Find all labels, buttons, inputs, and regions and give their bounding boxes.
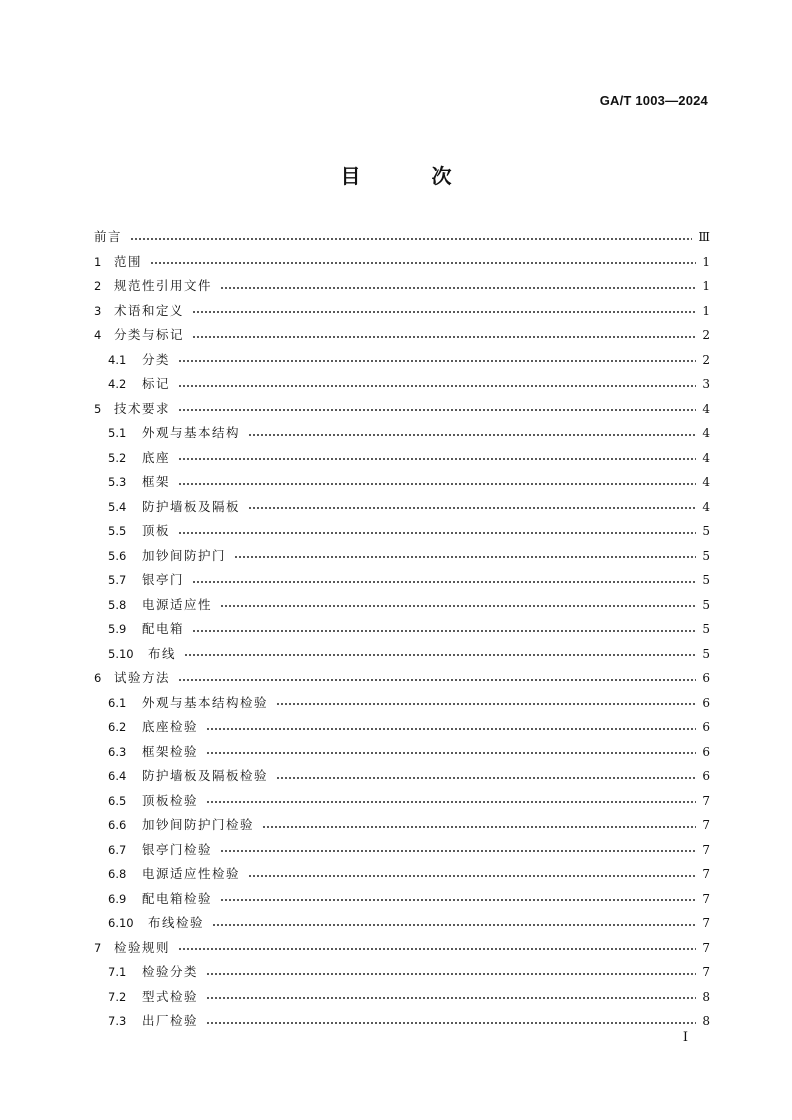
toc-entry[interactable] bbox=[94, 372, 710, 397]
toc-entry-label: 规范性引用文件 bbox=[114, 278, 213, 293]
toc-dot-leader bbox=[248, 507, 696, 509]
toc-entry-label: 加钞间防护门检验 bbox=[142, 817, 255, 832]
toc-entry[interactable] bbox=[94, 642, 710, 667]
toc-entry-number: 5.9 bbox=[108, 622, 127, 636]
toc-dot-leader bbox=[178, 360, 696, 362]
toc-entry[interactable] bbox=[94, 691, 710, 716]
toc-entry-number: 6.1 bbox=[108, 695, 127, 710]
toc-entry-number: 5.2 bbox=[108, 450, 127, 465]
toc-entry-number: 7.1 bbox=[108, 965, 127, 979]
toc-dot-leader bbox=[220, 605, 696, 607]
toc-entry-page: 7 bbox=[702, 818, 710, 832]
toc-entry-page: 3 bbox=[702, 377, 710, 391]
toc-entry[interactable] bbox=[94, 593, 710, 618]
toc-dot-leader bbox=[220, 899, 696, 901]
toc-entry-number: 6.2 bbox=[108, 720, 127, 734]
toc-entry-label: 配电箱检验 bbox=[142, 890, 213, 906]
toc-entry-page: 8 bbox=[702, 989, 710, 1004]
toc-entry[interactable] bbox=[94, 1009, 710, 1034]
toc-entry-number: 6 bbox=[94, 671, 102, 685]
toc-entry[interactable] bbox=[94, 568, 710, 593]
toc-entry-number: 5.1 bbox=[108, 426, 127, 440]
toc-entry-page: 5 bbox=[702, 646, 710, 661]
toc-dot-leader bbox=[178, 532, 696, 534]
table-of-contents bbox=[94, 225, 710, 1034]
toc-entry-number: 7.2 bbox=[108, 989, 127, 1004]
toc-entry-number: 6.4 bbox=[108, 769, 127, 783]
toc-entry[interactable] bbox=[94, 936, 710, 961]
toc-entry-number: 3 bbox=[94, 303, 102, 318]
toc-entry-label: 电源适应性 bbox=[142, 596, 213, 612]
toc-dot-leader bbox=[276, 703, 696, 705]
toc-entry-number: 5.10 bbox=[108, 646, 134, 661]
toc-entry-label: 加钞间防护门 bbox=[142, 547, 227, 563]
toc-dot-leader bbox=[206, 728, 696, 730]
toc-dot-leader bbox=[130, 238, 692, 240]
toc-entry-label: 顶板检验 bbox=[142, 792, 199, 808]
toc-entry-label: 电源适应性检验 bbox=[142, 866, 241, 881]
toc-entry-label: 外观与基本结构检验 bbox=[142, 694, 269, 710]
toc-dot-leader bbox=[206, 801, 696, 803]
toc-entry-number: 5.5 bbox=[108, 524, 127, 538]
toc-entry-label: 型式检验 bbox=[142, 988, 199, 1004]
toc-entry-number: 5.3 bbox=[108, 475, 127, 489]
toc-entry[interactable] bbox=[94, 495, 710, 520]
toc-entry-label: 术语和定义 bbox=[114, 302, 185, 318]
toc-entry-page: 7 bbox=[702, 867, 710, 881]
toc-entry-page: 7 bbox=[702, 891, 710, 906]
toc-entry-label: 范围 bbox=[114, 253, 143, 269]
toc-entry-label: 标记 bbox=[142, 376, 171, 391]
toc-entry-page: 4 bbox=[702, 475, 710, 489]
toc-entry-label: 布线检验 bbox=[148, 915, 205, 930]
toc-entry-label: 检验规则 bbox=[114, 939, 171, 955]
toc-dot-leader bbox=[206, 752, 696, 754]
toc-entry-page: 4 bbox=[702, 499, 710, 514]
toc-dot-leader bbox=[206, 973, 696, 975]
toc-entry-page: 6 bbox=[702, 744, 710, 759]
toc-dot-leader bbox=[178, 483, 696, 485]
toc-entry-page: 5 bbox=[702, 597, 710, 612]
toc-entry[interactable] bbox=[94, 225, 710, 250]
toc-entry[interactable] bbox=[94, 544, 710, 569]
toc-entry-label: 技术要求 bbox=[114, 400, 171, 416]
toc-dot-leader bbox=[276, 777, 696, 779]
toc-entry-label: 试验方法 bbox=[114, 670, 171, 685]
toc-entry-page: 7 bbox=[702, 916, 710, 930]
toc-entry-page: 6 bbox=[702, 671, 710, 685]
toc-dot-leader bbox=[192, 630, 696, 632]
toc-entry-page: 5 bbox=[702, 524, 710, 538]
toc-entry-number: 6.8 bbox=[108, 867, 127, 881]
toc-entry-page: 7 bbox=[702, 793, 710, 808]
toc-dot-leader bbox=[212, 924, 696, 926]
toc-entry-number: 4.1 bbox=[108, 352, 127, 367]
toc-entry-page: 8 bbox=[702, 1014, 710, 1028]
toc-entry-page: 1 bbox=[702, 254, 710, 269]
toc-dot-leader bbox=[206, 1022, 696, 1024]
toc-entry-page: 5 bbox=[702, 548, 710, 563]
toc-entry-page: 5 bbox=[702, 573, 710, 587]
toc-entry[interactable] bbox=[94, 764, 710, 789]
toc-entry-page: 5 bbox=[702, 622, 710, 636]
toc-entry[interactable] bbox=[94, 446, 710, 471]
toc-entry-number: 7.3 bbox=[108, 1014, 127, 1028]
toc-entry-label: 布线 bbox=[148, 645, 177, 661]
standard-code: GA/T 1003—2024 bbox=[599, 93, 708, 108]
toc-entry-page: 4 bbox=[702, 450, 710, 465]
toc-entry-number: 6.6 bbox=[108, 818, 127, 832]
toc-entry[interactable] bbox=[94, 838, 710, 863]
toc-entry[interactable] bbox=[94, 299, 710, 324]
toc-entry-label: 框架检验 bbox=[142, 743, 199, 759]
toc-entry-page: 4 bbox=[702, 401, 710, 416]
toc-entry-page: 7 bbox=[702, 940, 710, 955]
toc-entry-number: 5.8 bbox=[108, 597, 127, 612]
toc-entry[interactable] bbox=[94, 617, 710, 642]
toc-entry-number: 6.7 bbox=[108, 842, 127, 857]
toc-entry[interactable] bbox=[94, 666, 710, 691]
toc-entry[interactable] bbox=[94, 250, 710, 275]
toc-entry-label: 分类与标记 bbox=[114, 327, 185, 342]
toc-entry[interactable] bbox=[94, 274, 710, 299]
toc-entry-number: 7 bbox=[94, 940, 102, 955]
toc-entry-page: 6 bbox=[702, 720, 710, 734]
toc-entry-number: 6.3 bbox=[108, 744, 127, 759]
toc-entry-label: 银亭门 bbox=[142, 572, 185, 587]
toc-entry-number: 6.5 bbox=[108, 793, 127, 808]
toc-entry-page: 1 bbox=[702, 303, 710, 318]
toc-dot-leader bbox=[220, 287, 696, 289]
toc-entry[interactable] bbox=[94, 323, 710, 348]
toc-entry[interactable] bbox=[94, 519, 710, 544]
toc-entry-number: 1 bbox=[94, 254, 102, 269]
toc-entry-label: 前言 bbox=[94, 229, 123, 244]
toc-entry-number: 6.9 bbox=[108, 891, 127, 906]
toc-entry[interactable] bbox=[94, 421, 710, 446]
toc-entry-label: 防护墙板及隔板 bbox=[142, 498, 241, 514]
toc-entry-number: 5 bbox=[94, 401, 102, 416]
toc-entry-label: 底座 bbox=[142, 449, 171, 465]
toc-dot-leader bbox=[178, 458, 696, 460]
toc-entry-label: 底座检验 bbox=[142, 719, 199, 734]
toc-entry[interactable] bbox=[94, 862, 710, 887]
toc-dot-leader bbox=[206, 997, 696, 999]
toc-entry[interactable] bbox=[94, 911, 710, 936]
toc-entry-label: 防护墙板及隔板检验 bbox=[142, 768, 269, 783]
toc-entry-number: 5.4 bbox=[108, 499, 127, 514]
toc-entry-number: 2 bbox=[94, 279, 102, 293]
toc-entry-page: 1 bbox=[702, 279, 710, 293]
page-number: I bbox=[682, 1030, 688, 1045]
toc-dot-leader bbox=[220, 850, 696, 852]
toc-entry-page: 2 bbox=[702, 352, 710, 367]
page-title: 目 次 bbox=[340, 164, 484, 188]
toc-entry-label: 配电箱 bbox=[142, 621, 185, 636]
toc-entry-label: 框架 bbox=[142, 474, 171, 489]
toc-dot-leader bbox=[178, 385, 696, 387]
toc-entry[interactable] bbox=[94, 789, 710, 814]
toc-dot-leader bbox=[184, 654, 696, 656]
toc-entry-number: 4.2 bbox=[108, 377, 127, 391]
toc-dot-leader bbox=[234, 556, 696, 558]
toc-entry-page: 6 bbox=[702, 695, 710, 710]
toc-entry-page: 6 bbox=[702, 769, 710, 783]
toc-entry-number: 4 bbox=[94, 328, 102, 342]
toc-entry-label: 外观与基本结构 bbox=[142, 425, 241, 440]
toc-entry-label: 分类 bbox=[142, 351, 171, 367]
toc-dot-leader bbox=[192, 581, 696, 583]
toc-entry-number: 6.10 bbox=[108, 916, 134, 930]
toc-entry[interactable] bbox=[94, 985, 710, 1010]
toc-dot-leader bbox=[248, 875, 696, 877]
toc-entry-label: 顶板 bbox=[142, 523, 171, 538]
toc-entry-page: 4 bbox=[702, 426, 710, 440]
toc-entry-page: Ⅲ bbox=[698, 230, 710, 244]
toc-entry-label: 检验分类 bbox=[142, 964, 199, 979]
toc-entry[interactable] bbox=[94, 470, 710, 495]
toc-dot-leader bbox=[248, 434, 696, 436]
toc-entry-number: 5.6 bbox=[108, 548, 127, 563]
toc-entry[interactable] bbox=[94, 740, 710, 765]
toc-entry-page: 7 bbox=[702, 965, 710, 979]
toc-dot-leader bbox=[262, 826, 696, 828]
toc-entry-label: 出厂检验 bbox=[142, 1013, 199, 1028]
toc-dot-leader bbox=[178, 409, 696, 411]
toc-dot-leader bbox=[192, 336, 696, 338]
toc-entry[interactable] bbox=[94, 887, 710, 912]
toc-entry[interactable] bbox=[94, 348, 710, 373]
toc-entry-page: 2 bbox=[702, 328, 710, 342]
toc-entry[interactable] bbox=[94, 813, 710, 838]
toc-entry-label: 银亭门检验 bbox=[142, 841, 213, 857]
toc-dot-leader bbox=[178, 679, 696, 681]
toc-entry[interactable] bbox=[94, 715, 710, 740]
toc-entry[interactable] bbox=[94, 960, 710, 985]
toc-entry[interactable] bbox=[94, 397, 710, 422]
toc-entry-page: 7 bbox=[702, 842, 710, 857]
toc-dot-leader bbox=[178, 948, 696, 950]
toc-dot-leader bbox=[150, 262, 696, 264]
toc-entry-number: 5.7 bbox=[108, 573, 127, 587]
toc-dot-leader bbox=[192, 311, 696, 313]
